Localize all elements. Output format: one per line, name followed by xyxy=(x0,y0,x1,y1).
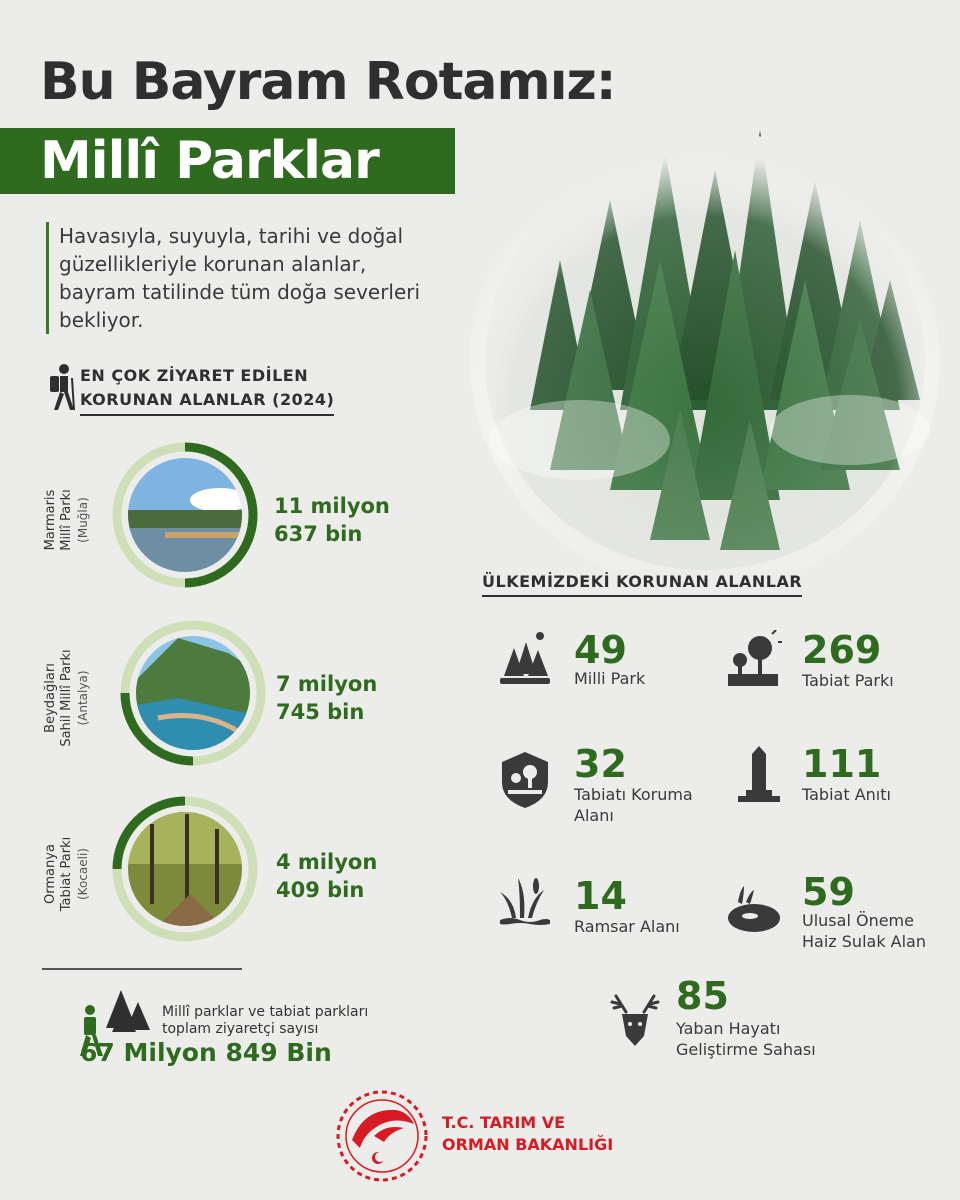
total-visitors-label xyxy=(162,1004,368,1038)
park-province: (Muğla) xyxy=(76,497,90,543)
park-name: Beydağları xyxy=(43,663,58,733)
park-photo-ormanya xyxy=(110,794,260,944)
stat-number: 85 xyxy=(676,974,729,1018)
stat-label-line1: Ulusal Öneme xyxy=(802,911,914,930)
park-province: (Kocaeli) xyxy=(76,848,90,900)
wetland-icon xyxy=(724,880,782,940)
forest-illustration xyxy=(470,110,940,570)
total-visitors-value: 67 Milyon 849 Bin xyxy=(80,1038,332,1067)
park-label xyxy=(43,445,91,595)
park-name: Sahil Millî Parkı xyxy=(59,649,74,747)
stat-label-line1: Milli Park xyxy=(574,669,646,688)
page-title-line1: Bu Bayram Rotamız: xyxy=(40,52,616,112)
stat-number: 59 xyxy=(802,870,855,914)
stat-label xyxy=(676,1018,816,1060)
tree-park-icon xyxy=(724,630,782,690)
intro-line: güzellikleriyle korunan alanlar, xyxy=(59,252,367,276)
stat-label-line1: Tabiat Parkı xyxy=(802,671,894,690)
park-name: Ormanya xyxy=(43,844,58,904)
stat-label-line1: Tabiat Anıtı xyxy=(802,785,891,804)
stat-label-line2: Haiz Sulak Alan xyxy=(802,932,926,951)
intro-line: bekliyor. xyxy=(59,308,144,332)
park-visitors-line1: 11 milyon xyxy=(274,494,390,518)
stat-number: 49 xyxy=(574,628,627,672)
park-visitors xyxy=(274,492,390,548)
hiker-icon xyxy=(46,362,76,412)
park-photo-ring xyxy=(118,618,268,768)
total-label-line1: Millî parklar ve tabiat parkları xyxy=(162,1004,369,1020)
park-name: Tabiat Parkı xyxy=(59,836,74,912)
park-label xyxy=(43,799,91,949)
stat-number: 14 xyxy=(574,874,627,918)
stat-label-line1: Tabiatı Koruma xyxy=(574,785,693,804)
wetland-reeds-icon xyxy=(496,872,554,932)
park-name: Marmaris xyxy=(43,489,58,551)
forest-icon xyxy=(496,628,554,688)
park-visitors-line2: 637 bin xyxy=(274,522,363,546)
park-label xyxy=(43,623,91,773)
stat-number: 269 xyxy=(802,628,882,672)
intro-line: bayram tatilinde tüm doğa severleri xyxy=(59,280,421,304)
most-visited-heading-line2: KORUNAN ALANLAR (2024) xyxy=(80,388,334,416)
ministry-logo xyxy=(334,1088,430,1184)
monument-icon xyxy=(730,744,788,804)
park-photo-ring xyxy=(110,440,260,590)
ministry-name-line2: ORMAN BAKANLIĞI xyxy=(442,1135,614,1154)
intro-text xyxy=(46,222,489,334)
park-visitors xyxy=(276,848,377,904)
total-label-line2: toplam ziyaretçi sayısı xyxy=(162,1021,319,1037)
stat-label xyxy=(802,910,926,952)
stat-label xyxy=(574,668,645,689)
park-photo-beydaglari xyxy=(118,618,268,768)
divider xyxy=(42,968,242,970)
park-visitors-line1: 4 milyon xyxy=(276,850,378,874)
stat-label xyxy=(574,916,680,937)
park-visitors xyxy=(276,670,377,726)
shield-nature-icon xyxy=(496,750,554,810)
park-photo-ring xyxy=(110,794,260,944)
park-visitors-line2: 409 bin xyxy=(276,878,365,902)
stat-label-line1: Ramsar Alanı xyxy=(574,917,680,936)
stat-label xyxy=(574,784,693,826)
protected-areas-heading: ÜLKEMİZDEKİ KORUNAN ALANLAR xyxy=(482,572,802,597)
stat-number: 111 xyxy=(802,742,882,786)
ministry-name-line1: T.C. TARIM VE xyxy=(442,1113,566,1132)
park-province: (Antalya) xyxy=(76,670,90,726)
stat-label xyxy=(802,670,894,691)
stat-label-line1: Yaban Hayatı xyxy=(676,1019,781,1038)
page-title-line2: Millî Parklar xyxy=(40,131,379,191)
most-visited-heading-line1: EN ÇOK ZİYARET EDİLEN xyxy=(80,366,309,385)
stat-label xyxy=(802,784,891,805)
stat-label-line2: Geliştirme Sahası xyxy=(676,1040,816,1059)
ministry-name xyxy=(442,1112,613,1156)
park-visitors-line2: 745 bin xyxy=(276,700,365,724)
park-name: Millî Parkı xyxy=(59,489,74,551)
stat-number: 32 xyxy=(574,742,627,786)
park-visitors-line1: 7 milyon xyxy=(276,672,378,696)
stat-label-line2: Alanı xyxy=(574,806,614,825)
intro-line: Havasıyla, suyuyla, tarihi ve doğal xyxy=(59,224,404,248)
park-photo-marmaris xyxy=(110,440,260,590)
deer-icon xyxy=(606,992,664,1052)
most-visited-heading xyxy=(80,364,334,416)
